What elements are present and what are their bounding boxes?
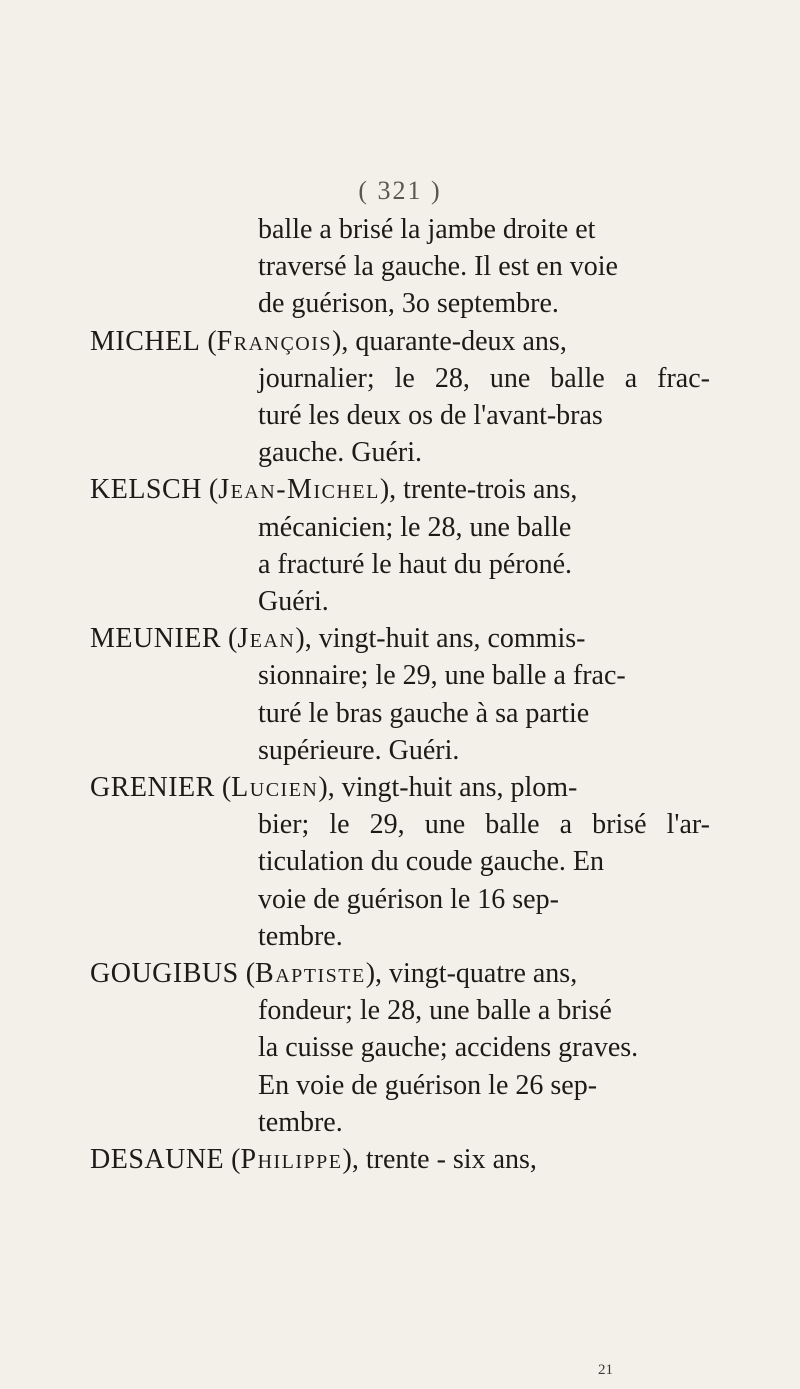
given-name: Philippe bbox=[240, 1144, 343, 1175]
text-line: Guéri. bbox=[258, 586, 329, 617]
text-line: turé les deux os de l'avant-bras bbox=[258, 400, 603, 431]
entry-heading-line bbox=[90, 770, 577, 806]
open-paren: ( bbox=[238, 958, 256, 989]
entry-detail: ), trente - six ans, bbox=[342, 1144, 537, 1175]
text-line: tembre. bbox=[258, 1106, 343, 1138]
text-line: mécanicien; le 28, une balle bbox=[258, 511, 572, 543]
page-number: ( 321 ) bbox=[358, 176, 442, 205]
entry-detail: ), quarante-deux ans, bbox=[332, 325, 567, 357]
entry-detail: ), vingt-huit ans, plom- bbox=[318, 772, 578, 803]
text-line: a fracturé le haut du péroné. bbox=[258, 548, 573, 580]
text-line: supérieure. Guéri. bbox=[258, 734, 460, 766]
open-paren: ( bbox=[224, 1144, 241, 1175]
given-name: Lucien bbox=[231, 772, 319, 803]
text-line: bier; le 29, une balle a brisé l'ar- bbox=[258, 809, 710, 841]
text-line: ticulation du coude gauche. En bbox=[258, 846, 604, 878]
entry-heading-line bbox=[90, 324, 567, 360]
entry-heading-line bbox=[90, 956, 577, 992]
text-line: journalier; le 28, une balle a frac- bbox=[258, 362, 710, 394]
signature-mark: 21 bbox=[598, 1362, 613, 1378]
entry-heading-line bbox=[90, 472, 577, 508]
surname: GRENIER bbox=[90, 772, 215, 803]
open-paren: ( bbox=[200, 325, 217, 357]
given-name: François bbox=[216, 325, 333, 357]
surname: MICHEL bbox=[90, 325, 201, 357]
text-line: traversé la gauche. Il est en voie bbox=[258, 251, 618, 283]
surname: DESAUNE bbox=[90, 1144, 225, 1175]
text-line: gauche. Guéri. bbox=[258, 437, 423, 469]
given-name: Jean bbox=[237, 623, 296, 655]
text-line: turé le bras gauche à sa partie bbox=[258, 697, 590, 729]
open-paren: ( bbox=[201, 474, 219, 506]
text-line: de guérison, 3o septembre. bbox=[258, 288, 559, 320]
surname: GOUGIBUS bbox=[90, 958, 239, 989]
entry-detail: ), trente-trois ans, bbox=[379, 474, 578, 506]
text-line: voie de guérison le 16 sep- bbox=[258, 883, 559, 915]
open-paren: ( bbox=[221, 623, 238, 655]
given-name: Baptiste bbox=[255, 958, 366, 989]
surname: KELSCH bbox=[90, 474, 202, 506]
entry-detail: ), vingt-huit ans, commis- bbox=[295, 623, 586, 655]
text-line: En voie de guérison le 26 sep- bbox=[258, 1069, 598, 1101]
text-line: tembre. bbox=[258, 920, 343, 952]
text-line: la cuisse gauche; accidens graves. bbox=[258, 1032, 639, 1064]
text-line: balle a brisé la jambe droite et bbox=[258, 214, 596, 245]
given-name: Jean-Michel bbox=[218, 474, 380, 506]
entry-heading-line bbox=[90, 1142, 537, 1178]
text-line: sionnaire; le 29, une balle a frac- bbox=[258, 660, 626, 692]
open-paren: ( bbox=[214, 772, 232, 803]
text-line: fondeur; le 28, une balle a brisé bbox=[258, 995, 612, 1027]
entry-detail: ), vingt-quatre ans, bbox=[365, 958, 578, 989]
surname: MEUNIER bbox=[90, 623, 222, 655]
entry-heading-line bbox=[90, 621, 585, 657]
